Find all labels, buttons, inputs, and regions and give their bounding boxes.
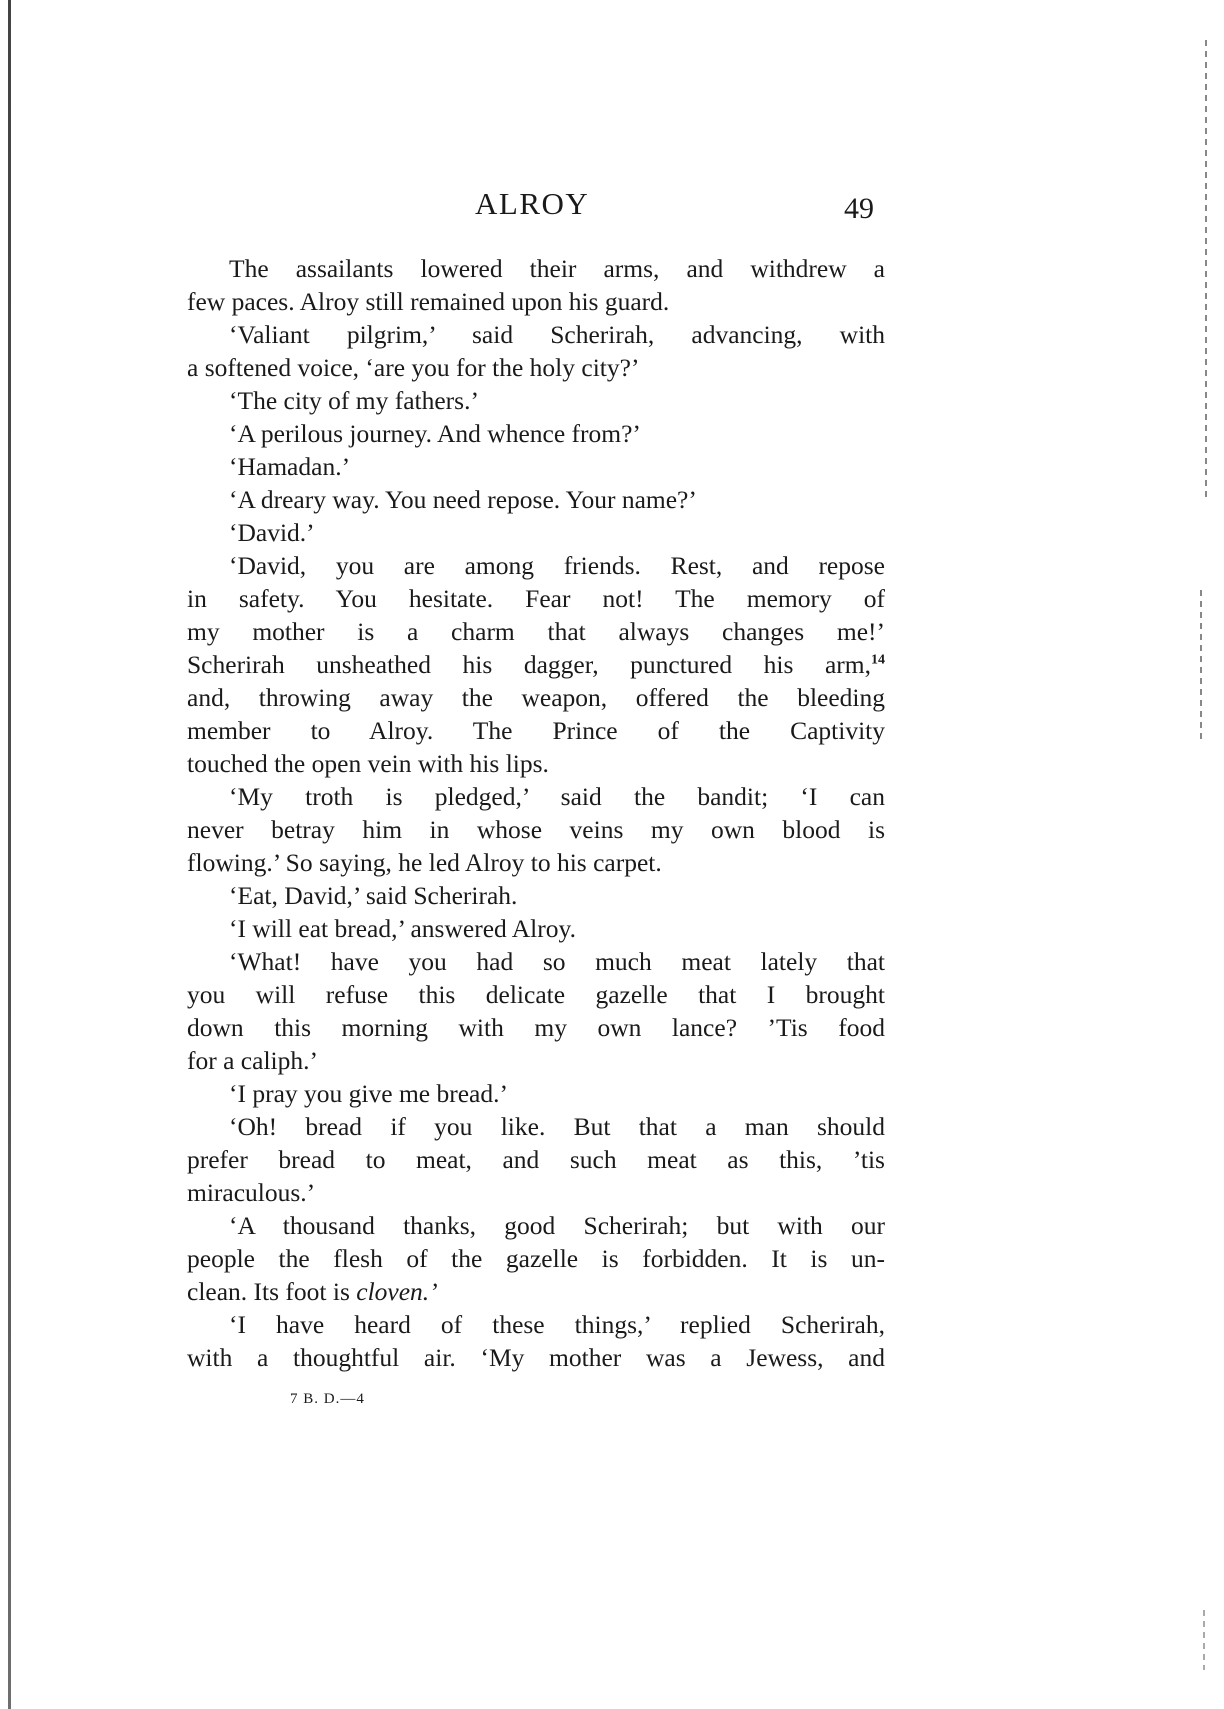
text-line <box>187 978 885 1011</box>
text-line <box>187 1044 885 1077</box>
printer-signature: 7 B. D.—4 <box>290 1391 365 1407</box>
text-line <box>187 1176 885 1209</box>
text-line-content: ‘I pray you give me bread.’ <box>229 1079 508 1108</box>
text-line <box>187 1341 885 1374</box>
text-line-content: for a caliph.’ <box>187 1046 318 1075</box>
text-line <box>187 1011 885 1044</box>
text-line <box>187 813 885 846</box>
text-line <box>187 1209 885 1242</box>
text-line-content: The assailants lowered their arms, and withdrew a <box>229 254 885 283</box>
text-line-content: ‘Eat, David,’ said Scherirah. <box>229 881 518 910</box>
text-line-content: ‘I have heard of these things,’ replied Scherirah, <box>229 1310 885 1339</box>
footnote-marker: 14 <box>871 652 885 668</box>
running-head: ALROY <box>475 186 590 221</box>
text-line-content: with a thoughtful air. ‘My mother was a Jewess, and <box>187 1343 885 1372</box>
text-line-content: in safety. You hesitate. Fear not! The memory of <box>187 584 885 613</box>
text-line <box>187 285 885 318</box>
text-line-content: miraculous.’ <box>187 1178 316 1207</box>
text-line-content: you will refuse this delicate gazelle that I brought <box>187 980 885 1009</box>
text-line <box>187 846 885 879</box>
scan-edge-dashes-top <box>1205 40 1207 500</box>
page-number: 49 <box>844 192 874 225</box>
text-line-content: member to Alroy. The Prince of the Captivity <box>187 716 885 745</box>
text-line <box>187 747 885 780</box>
text-line <box>187 1077 885 1110</box>
text-line-content: a softened voice, ‘are you for the holy city?’ <box>187 353 640 382</box>
text-line-content: my mother is a charm that always changes me!’ <box>187 617 885 646</box>
text-line <box>187 1110 885 1143</box>
text-line-content: clean. Its foot is <box>187 1277 357 1306</box>
text-line <box>187 252 885 285</box>
text-line-content: ‘David, you are among friends. Rest, and repose <box>229 551 885 580</box>
text-line <box>187 582 885 615</box>
text-line <box>187 648 885 681</box>
text-line-content: and, throwing away the weapon, offered the bleeding <box>187 683 885 712</box>
text-line-content: touched the open vein with his lips. <box>187 749 549 778</box>
text-line-content: ‘David.’ <box>229 518 315 547</box>
text-line <box>187 1242 885 1275</box>
text-line-content: down this morning with my own lance? ’Tis food <box>187 1013 885 1042</box>
text-line <box>187 681 885 714</box>
text-line <box>187 879 885 912</box>
text-line <box>187 516 885 549</box>
text-line <box>187 945 885 978</box>
text-line-content: prefer bread to meat, and such meat as this, ’tis <box>187 1145 885 1174</box>
text-line-content: ‘Hamadan.’ <box>229 452 351 481</box>
text-line-content: ‘A dreary way. You need repose. Your name?’ <box>229 485 697 514</box>
text-line <box>187 1275 885 1308</box>
text-line-content: ‘I will eat bread,’ answered Alroy. <box>229 914 576 943</box>
text-line-content: never betray him in whose veins my own blood is <box>187 815 885 844</box>
text-line <box>187 780 885 813</box>
scan-edge-dashes-middle <box>1200 590 1202 740</box>
text-line-content: ‘The city of my fathers.’ <box>229 386 479 415</box>
text-line <box>187 615 885 648</box>
text-line <box>187 912 885 945</box>
text-line <box>187 417 885 450</box>
text-line <box>187 450 885 483</box>
scan-edge-line <box>8 0 11 1709</box>
text-line <box>187 714 885 747</box>
italic-word: cloven.’ <box>356 1277 438 1306</box>
text-line <box>187 483 885 516</box>
text-line-content: ‘A thousand thanks, good Scherirah; but with our <box>229 1211 885 1240</box>
body-text <box>187 252 885 1374</box>
text-line <box>187 549 885 582</box>
text-line-content: flowing.’ So saying, he led Alroy to his carpet. <box>187 848 662 877</box>
text-line-content: ‘What! have you had so much meat lately that <box>229 947 885 976</box>
text-line-content: Scherirah unsheathed his dagger, punctured his arm, <box>187 650 871 679</box>
text-line-content: few paces. Alroy still remained upon his guard. <box>187 287 670 316</box>
text-line <box>187 384 885 417</box>
text-line-content: ‘A perilous journey. And whence from?’ <box>229 419 641 448</box>
text-line <box>187 318 885 351</box>
scan-edge-dashes-bottom <box>1203 1610 1205 1670</box>
text-line-content: ‘Valiant pilgrim,’ said Scherirah, advancing, with <box>229 320 885 349</box>
text-line-content: ‘Oh! bread if you like. But that a man should <box>229 1112 885 1141</box>
text-line-content: people the flesh of the gazelle is forbidden. It is un- <box>187 1244 885 1273</box>
text-line-content: ‘My troth is pledged,’ said the bandit; ‘I can <box>229 782 885 811</box>
text-line <box>187 1143 885 1176</box>
text-line <box>187 1308 885 1341</box>
text-line <box>187 351 885 384</box>
